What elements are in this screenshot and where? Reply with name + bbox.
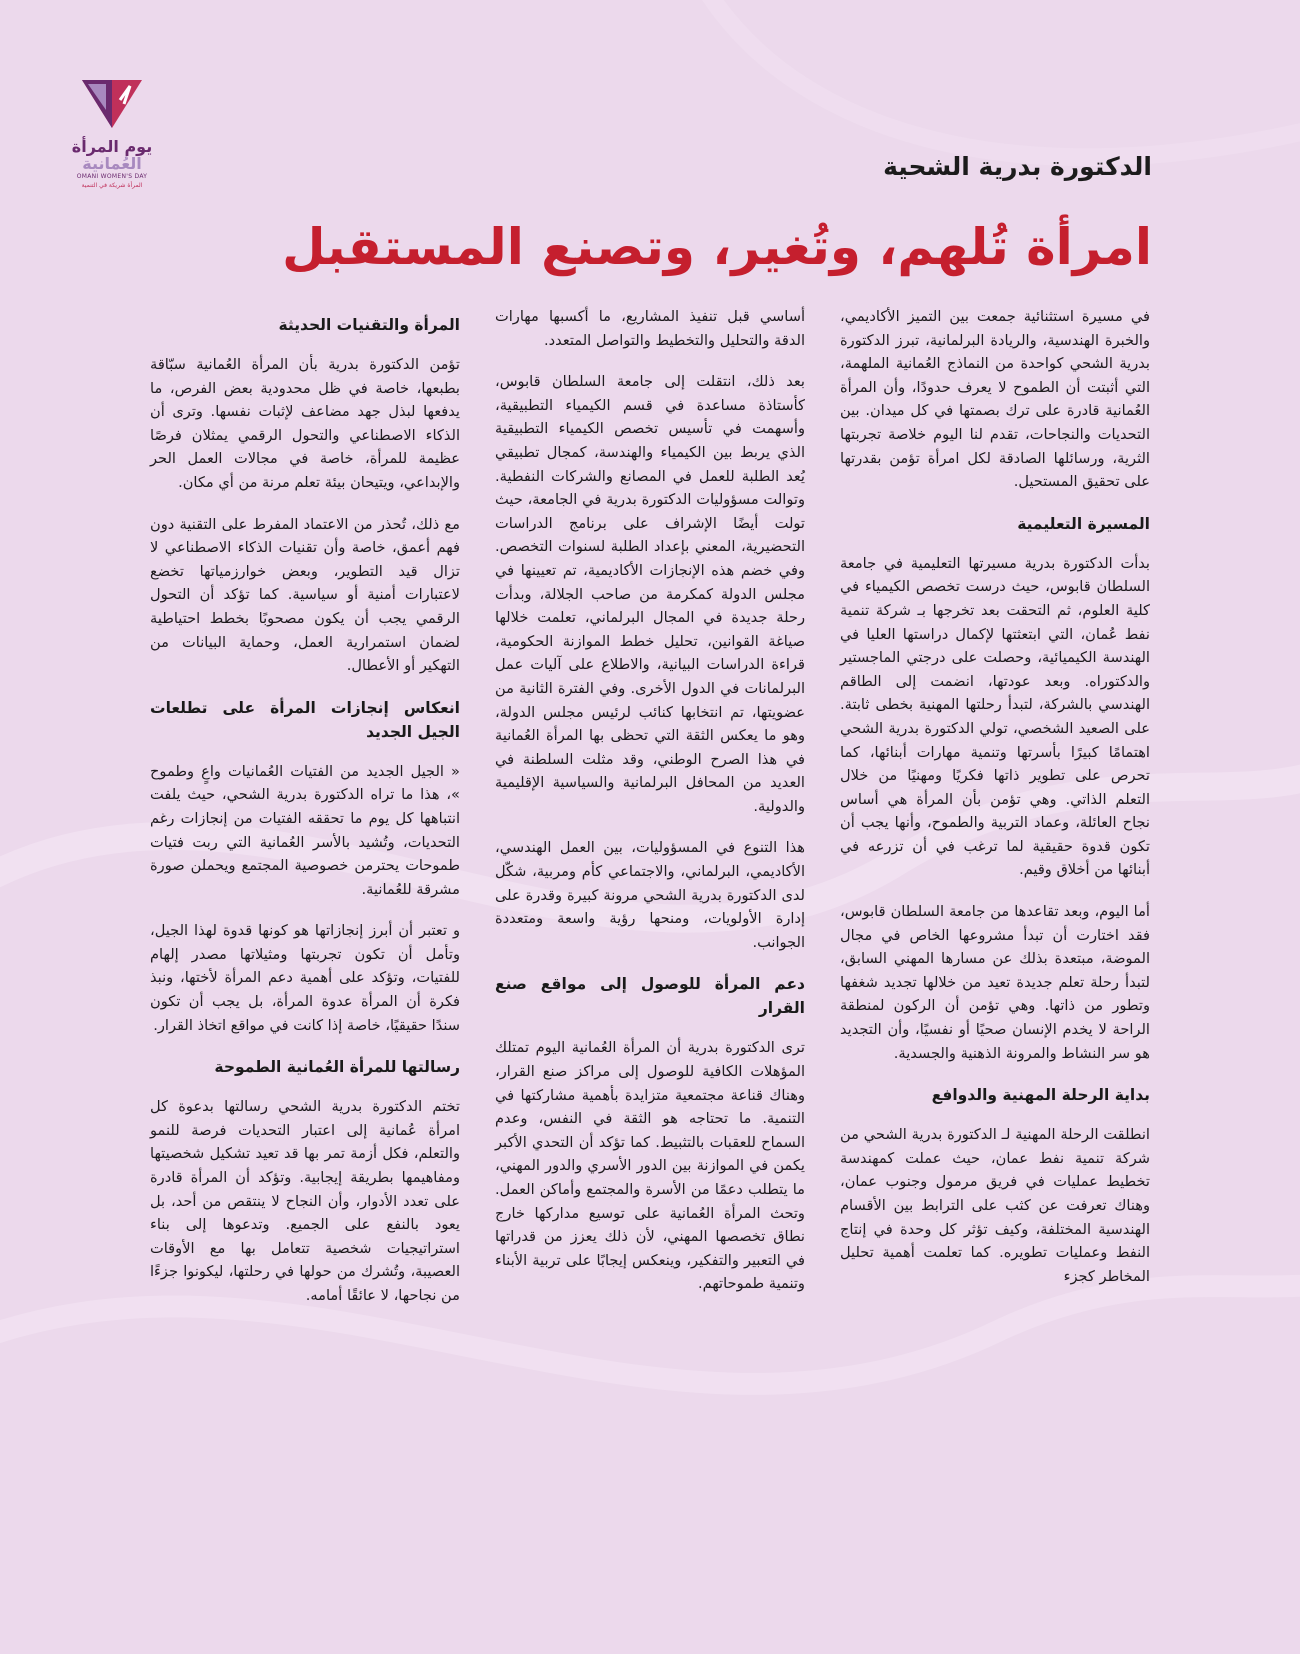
intro-paragraph: في مسيرة استثنائية جمعت بين التميز الأكاديمي، والخبرة الهندسية، والريادة البرلمانية، تبرز الدكتورة بدرية الشحي كواحدة من النماذج العُمانية الملهمة، التي أثبتت أن الطموح لا يعرف حدودًا، وأن المرأة العُمانية قادرة على ترك بصمتها في كل ميدان. بين التحديات والنجاحات، تقدم لنا اليوم خلاصة تجربتها الثرية، ورسائلها الصادقة لكل امرأة تؤمن بقدرتها على تحقيق المستحيل.: [840, 308, 1150, 491]
article-title: امرأة تُلهم، وتُغير، وتصنع المستقبل: [282, 218, 1152, 276]
heading-career: بداية الرحلة المهنية والدوافع: [931, 1086, 1150, 1105]
omani-womens-day-logo: [62, 70, 162, 190]
logo-english-text: OMANI WOMEN'S DAY: [76, 173, 148, 180]
reflection-paragraph-2: و تعتبر أن أبرز إنجازاتها هو كونها قدوة لهذا الجيل، وتأمل أن تكون تجربتها ومثيلاتها مصدر إلهام للفتيات، وتؤكد على أهمية دعم المرأة لأختها، ونبذ فكرة أن المرأة عدوة المرأة، بل يجب أن تكون سندًا حقيقيًا، خاصة إذا كانت في مواقع اتخاذ القرار.: [150, 922, 460, 1034]
support-paragraph: ترى الدكتورة بدرية أن المرأة العُمانية اليوم تمتلك المؤهلات الكافية للوصول إلى مراكز صنع القرار، وهناك قناعة مجتمعية متزايدة بأهمية مشاركتها في التنمية. ما تحتاجه هو الثقة في النفس، وعدم السماح للعقبات بالتثبيط. كما تؤكد أن التحدي الأكبر يكمن في الموازنة بين الدور الأسري والدور المهني، ما يتطلب دعمًا من الأسرة والمجتمع وأماكن العمل. وتحث المرأة العُمانية على توسيع مداركها خارج نطاق تخصصها المهني، لأن ذلك يعزز من قدراتها في التعبير والتفكير، وينعكس إيجابًا على تربية الأبناء وتنمية طموحاتهم.: [495, 1039, 805, 1293]
technology-paragraph-1: تؤمن الدكتورة بدرية بأن المرأة العُمانية سبّاقة بطبعها، خاصة في ظل محدودية بعض الفرص، ما يدفعها لبذل جهد مضاعف لإثبات نفسها. وترى أن الذكاء الاصطناعي والتحول الرقمي يمثلان فرصًا عظيمة للمرأة، خاصة في مجالات العمل الحر والإبداعي، ويتيحان بيئة تعلم مرنة من أي مكان.: [150, 356, 460, 491]
reflection-paragraph-1: « الجيل الجديد من الفتيات العُمانيات واعٍ وطموح »، هذا ما تراه الدكتورة بدرية الشحي، حيث يلفت انتباهها كل يوم ما تحققه الفتيات من إنجازات رغم التحديات، وتُشيد بالأسر العُمانية التي ربت فتيات طموحات يحترمن خصوصية المجتمع ويحملن صورة مشرقة للعُمانية.: [150, 762, 460, 898]
today-paragraph: أما اليوم، وبعد تقاعدها من جامعة السلطان قابوس، فقد اختارت أن تبدأ مشروعها الخاص في مجال الموضة، مبتعدة بذلك عن مسارها المهني السابق، لتبدأ رحلة تعلم جديدة تعيد من خلالها تجديد شغفها وتطور من ذاتها. وهي تؤمن أن الركون لمنطقة الراحة لا يخدم الإنسان صحيًا أو نفسيًا، وأن التجديد هو سر النشاط والمرونة الذهنية والجسدية.: [840, 903, 1150, 1062]
heading-message: رسالتها للمرأة العُمانية الطموحة: [214, 1058, 460, 1077]
career-paragraph: انطلقت الرحلة المهنية لـ الدكتورة بدرية الشحي من شركة تنمية نفط عمان، حيث عملت كمهندسة تخطيط عمليات في فريق مرمول وجنوب عمان، وهناك تعرفت عن كثب على الترابط بين الأقسام الهندسية المختلفة، وكيف تؤثر كل وحدة في إنتاج النفط وعمليات تطويره. كما تعلمت أهمية تحليل المخاطر كجزء: [840, 1126, 1150, 1285]
heading-reflection: انعكاس إنجازات المرأة على تطلعات الجيل الجديد: [150, 698, 460, 741]
diversity-paragraph: هذا التنوع في المسؤوليات، بين العمل الهندسي، الأكاديمي، البرلماني، والاجتماعي كأم ومربية، شكّل لدى الدكتورة بدرية الشحي مرونة كبيرة وقدرة على إدارة الأولويات، ومنحها رؤية واسعة ومتعددة الجوانب.: [495, 839, 805, 951]
middle-column: [495, 305, 805, 1314]
logo-line-2: العُمانية: [82, 154, 142, 173]
university-paragraph: بعد ذلك، انتقلت إلى جامعة السلطان قابوس، كأستاذة مساعدة في قسم الكيمياء التطبيقية، وأسهمت في تأسيس تخصص الكيمياء التطبيقية الذي يربط بين الكيمياء والهندسة، كمجال تطبيقي يُعد الطلبة للعمل في المصانع والشركات النفطية. وتوالت مسؤوليات الدكتورة بدرية في الجامعة، حيث تولت أيضًا الإشراف على برنامج الدراسات التحضيرية، المعني بإعداد الطلبة لسنوات التخصص. وفي خضم هذه الإنجازات الأكاديمية، تم تعيينها في مجلس الدولة كمكرمة من صاحب الجلالة، وبدأت رحلة جديدة في المجال البرلماني، تعلمت خلالها صياغة القوانين، تحليل خطط الموازنة الحكومية، قراءة الدراسات البيانية، والاطلاع على آليات عمل البرلمانات في الدول الأخرى. وفي الفترة الثانية من عضويتها، تم انتخابها كنائب لرئيس مجلس الدولة، وهو ما يعكس الثقة التي تحظى بها المرأة العُمانية في هذا الصرح الوطني، وقد مثلت السلطنة في العديد من المحافل البرلمانية والسياسية الإقليمية والدولية.: [495, 373, 805, 815]
article-subtitle: الدكتورة بدرية الشحية: [883, 152, 1152, 181]
message-paragraph: تختم الدكتورة بدرية الشحي رسالتها بدعوة كل امرأة عُمانية إلى اعتبار التحديات فرصة للنمو والتعلم، فكل أزمة تمر بها قد تعيد تشكيل شخصيتها ومفاهيمها بطريقة إيجابية. وتؤكد أن المرأة قادرة على تعدد الأدوار، وأن النجاح لا ينتقص من أحد، بل يعود بالنفع على الجميع. وتدعوها إلى بناء استراتيجيات شخصية تتعامل بها مع الأوقات العصيبة، وتُشرك من حولها في رحلتها، ليكونوا جزءًا من نجاحها، لا عائقًا أمامه.: [150, 1098, 460, 1304]
technology-paragraph-2: مع ذلك، تُحذر من الاعتماد المفرط على التقنية دون فهم أعمق، خاصة وأن تقنيات الذكاء الاصطناعي لا تزال قيد التطوير، وبعض خوارزمياتها تخضع لاعتبارات أمنية أو سياسية. كما تؤكد أن التحول الرقمي يجب أن يكون مصحوبًا بخطط احتياطية لضمان استمرارية العمل، وحماية البيانات من التهكير أو الأعطال.: [150, 515, 460, 675]
continuation-paragraph: أساسي قبل تنفيذ المشاريع، ما أكسبها مهارات الدقة والتحليل والتخطيط والتواصل المتعدد.: [495, 308, 805, 349]
logo-tagline: المرأة شريكة في التنمية: [81, 182, 143, 189]
gem-logo-icon: [76, 70, 148, 132]
heading-technology: المرأة والتقنيات الحديثة: [278, 316, 460, 334]
heading-education: المسيرة التعليمية: [1017, 514, 1150, 533]
left-column: [150, 305, 460, 1326]
heading-support: دعم المرأة للوصول إلى مواقع صنع القرار: [495, 975, 805, 1018]
right-column: [840, 305, 1150, 1306]
education-paragraph: بدأت الدكتورة بدرية مسيرتها التعليمية في جامعة السلطان قابوس، حيث درست تخصص الكيمياء في كلية العلوم، ثم التحقت بعد تخرجها بـ شركة تنمية نفط عُمان، التي ابتعثتها لإكمال دراستها العليا في الهندسة الكيميائية، وحصلت على درجتي الماجستير والدكتوراه. وبعد عودتها، انضمت إلى الطاقم الهندسي بالشركة، لتبدأ رحلتها المهنية بخطى ثابتة. على الصعيد الشخصي، تولي الدكتورة بدرية الشحي اهتمامًا كبيرًا بأسرتها وتنمية مهارات أبنائها، كما تحرص على تطوير ذاتها فكريًا ومهنيًا من خلال التعلم الذاتي. وهي تؤمن بأن المرأة هي أساس نجاح العائلة، وعماد التربية والطموح، وأنها يجب أن تكون قدوة حقيقية لما ترغب في أن تزرعه في أبنائها من أخلاق وقيم.: [840, 554, 1150, 879]
logo-line-1: يوم المرأة: [71, 137, 153, 156]
